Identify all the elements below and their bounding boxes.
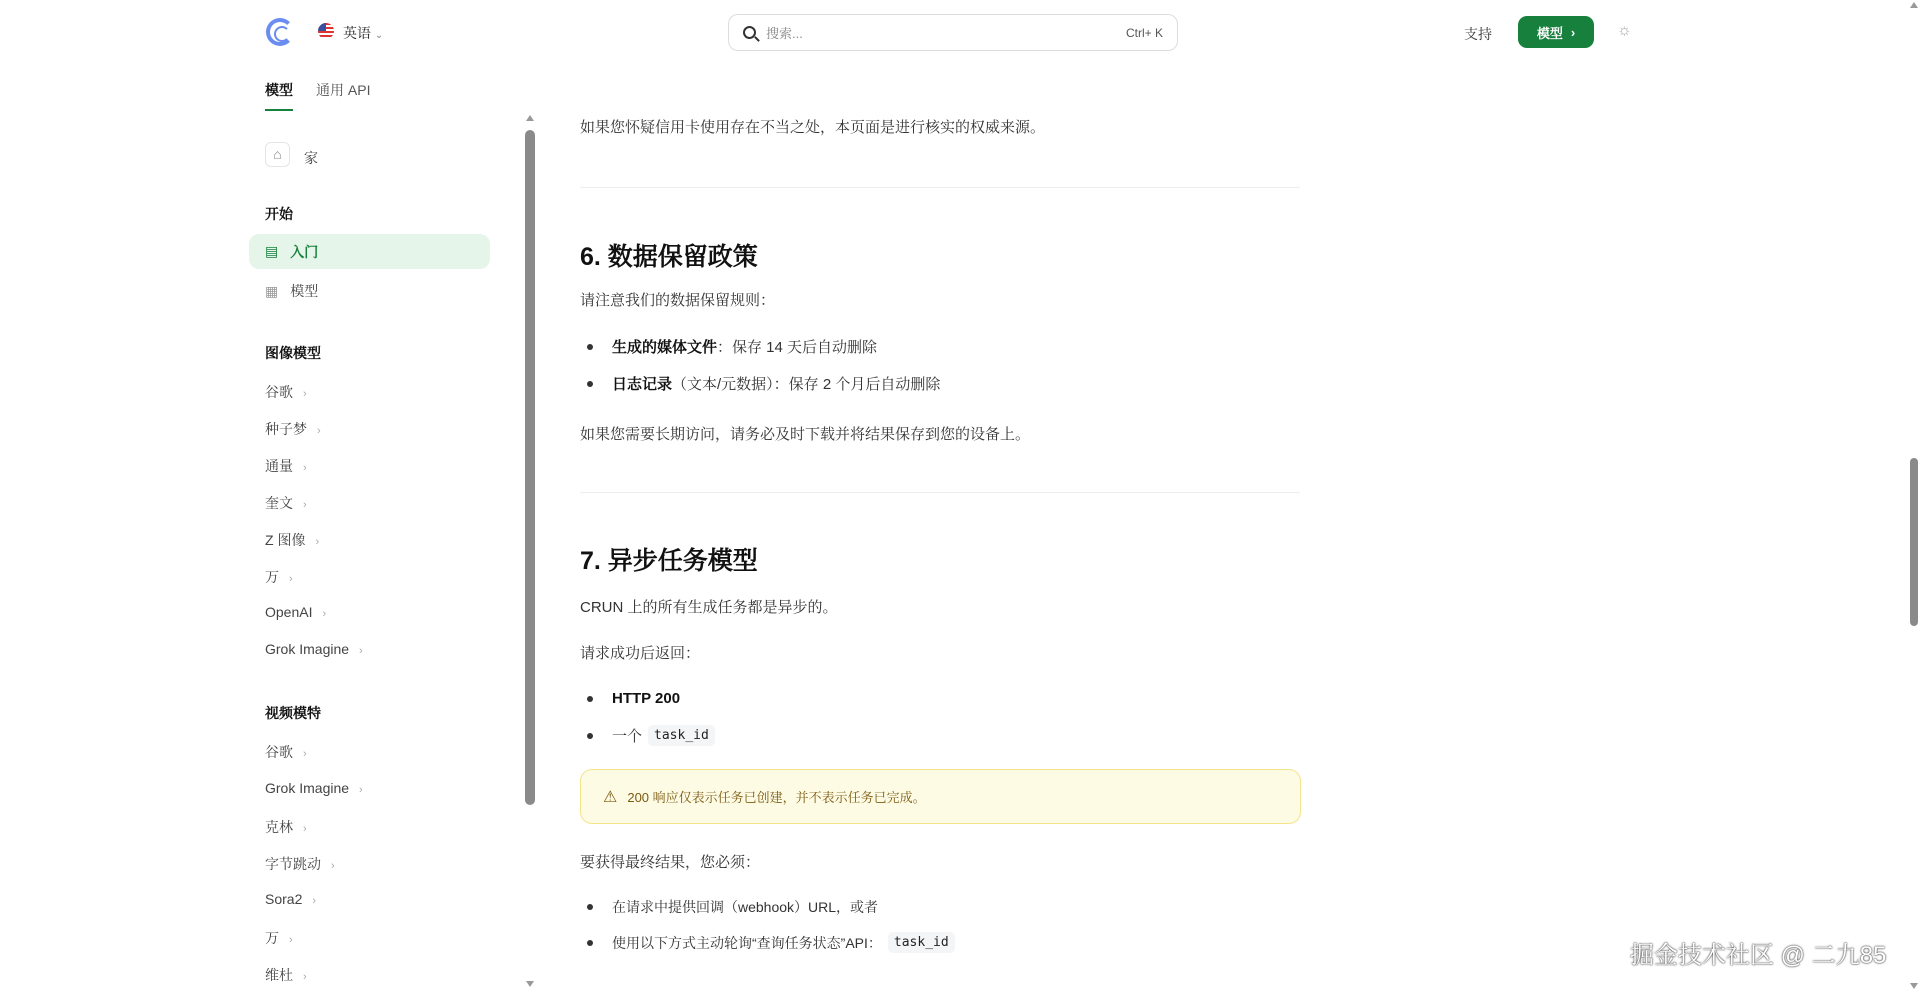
sidebar-item-label: 入门 [290,243,319,260]
scroll-down-arrow-icon[interactable] [1910,983,1918,989]
sidebar-item-label: Grok Imagine [265,780,350,796]
chevron-right-icon: › [359,784,363,796]
divider [580,187,1300,188]
watermark: 掘金技术社区 @ 二九85 [1630,942,1887,969]
sidebar-item-label: Z 图像 [265,532,306,548]
page-scrollbar[interactable] [1908,0,1920,991]
chevron-right-icon: › [289,934,293,946]
warning-icon: ⚠ [603,788,618,806]
models-button-label: 模型 [1536,25,1563,41]
chevron-down-icon: ⌄ [374,30,384,41]
chevron-right-icon: › [303,462,307,474]
sidebar-item-label: Sora2 [265,891,303,907]
page-scrollbar-thumb[interactable] [1910,458,1918,626]
language-label: 英语 [343,25,371,41]
paragraph: 请求成功后返回： [580,645,701,662]
sidebar-item[interactable] [265,604,326,620]
sidebar-item[interactable] [265,928,293,948]
chevron-right-icon: › [315,536,320,548]
models-button[interactable] [1518,16,1594,48]
chevron-right-icon: › [331,860,335,872]
list-item-text: （文本/元数据）：保存 2 个月后自动删除 [672,376,941,393]
sidebar-item-label: 奎文 [265,495,293,511]
chevron-right-icon: › [322,608,327,620]
chevron-right-icon: › [303,971,307,983]
sidebar-item-label: 种子梦 [265,421,307,437]
support-link[interactable]: 支持 [1464,26,1492,42]
sidebar-item[interactable] [265,641,363,657]
site-logo[interactable] [266,18,294,46]
sidebar-item-getting-started[interactable] [249,234,490,269]
list-item-bold: HTTP 200 [612,690,681,707]
chevron-right-icon: › [303,499,307,511]
paragraph: 如果您需要长期访问，请务必及时下载并将结果保存到您的设备上。 [580,426,1031,443]
sidebar-item-label: 字节跳动 [265,856,321,872]
sidebar-item-label: 克林 [265,819,293,835]
paragraph: 如果您怀疑信用卡使用存在不当之处，本页面是进行核实的权威来源。 [580,119,1046,136]
sidebar-item[interactable] [265,891,316,907]
sidebar-item-label: 万 [265,930,279,946]
sidebar-heading-video-models: 视频模特 [265,705,321,721]
sidebar-item-label: 维杜 [265,967,293,983]
sidebar-scrollbar[interactable] [525,115,535,987]
sidebar-item-home[interactable]: 家 [304,150,318,166]
paragraph: 请注意我们的数据保留规则： [580,292,776,309]
search-input[interactable] [728,14,1178,51]
search-icon [743,26,756,39]
sidebar-item-label: 万 [265,569,279,585]
paragraph: CRUN 上的所有生成任务都是异步的。 [580,599,838,616]
active-tab-indicator [265,109,293,111]
sidebar-item-label: 谷歌 [265,384,293,400]
chevron-right-icon: › [317,425,321,437]
list-item [580,373,940,394]
sidebar-item-models[interactable] [265,281,318,301]
chevron-right-icon: › [359,645,363,657]
list-item [580,897,878,917]
sidebar-item[interactable] [265,567,293,587]
list-item-text: 使用以下方式主动轮询“查询任务状态”API： [612,934,882,951]
sidebar-item[interactable] [265,419,321,439]
sidebar-item[interactable] [265,456,307,476]
list-item [580,725,715,746]
language-selector[interactable] [343,23,383,43]
sidebar-heading-start: 开始 [265,206,293,222]
sidebar-heading-image-models: 图像模型 [265,345,321,361]
list-item-bold: 日志记录 [612,376,673,393]
tab-models[interactable]: 模型 [265,82,293,98]
chevron-right-icon: › [303,823,307,835]
chevron-right-icon: › [312,895,317,907]
sidebar-item[interactable] [265,530,319,550]
models-icon: ▦ [265,283,279,299]
sidebar-item-label: OpenAI [265,604,313,620]
chevron-right-icon: › [289,573,293,585]
list-item [580,932,955,953]
chevron-right-icon: › [303,748,307,760]
book-icon: ▤ [265,243,279,259]
sidebar-item[interactable] [265,382,307,402]
warning-callout [580,769,1301,824]
list-item-text: 一个 [612,728,643,745]
inline-code: task_id [648,725,715,746]
paragraph: 要获得最终结果，您必须： [580,854,761,871]
search-placeholder: 搜索... [766,26,803,41]
section-heading-7: 7. 异步任务模型 [580,547,758,575]
sidebar-item-label: Grok Imagine [265,641,350,657]
sidebar-item-label: 通量 [265,458,293,474]
sidebar-item-label: 谷歌 [265,744,293,760]
home-icon: ⌂ [265,142,290,167]
chevron-right-icon: › [1570,24,1576,40]
sidebar-item-label: 模型 [290,283,319,299]
us-flag-icon [318,23,334,39]
sidebar-item[interactable] [265,493,307,513]
chevron-right-icon: › [303,388,307,400]
list-item [580,690,680,707]
sidebar-item[interactable] [265,965,307,985]
theme-toggle-sun-icon[interactable]: ☼ [1617,22,1632,39]
sidebar-item[interactable] [265,742,307,762]
scroll-up-arrow-icon[interactable] [526,115,534,121]
search-shortcut: Ctrl+ K [1125,25,1163,40]
sidebar-item[interactable] [265,854,335,874]
sidebar-item[interactable] [265,817,307,837]
divider [580,492,1300,493]
callout-text: 200 响应仅表示任务已创建，并不表示任务已完成。 [627,790,926,805]
list-item-text: 在请求中提供回调（webhook）URL，或者 [612,899,879,915]
list-item [580,336,877,357]
list-item-bold: 生成的媒体文件 [612,339,718,356]
tab-general-api[interactable]: 通用 API [316,82,371,98]
sidebar-item[interactable] [265,780,363,796]
scroll-up-arrow-icon[interactable] [1910,2,1918,8]
scroll-down-arrow-icon[interactable] [526,981,534,987]
list-item-text: ：保存 14 天后自动删除 [717,339,878,356]
inline-code: task_id [888,932,955,953]
section-heading-6: 6. 数据保留政策 [580,243,758,271]
sidebar-scrollbar-thumb[interactable] [525,130,535,805]
